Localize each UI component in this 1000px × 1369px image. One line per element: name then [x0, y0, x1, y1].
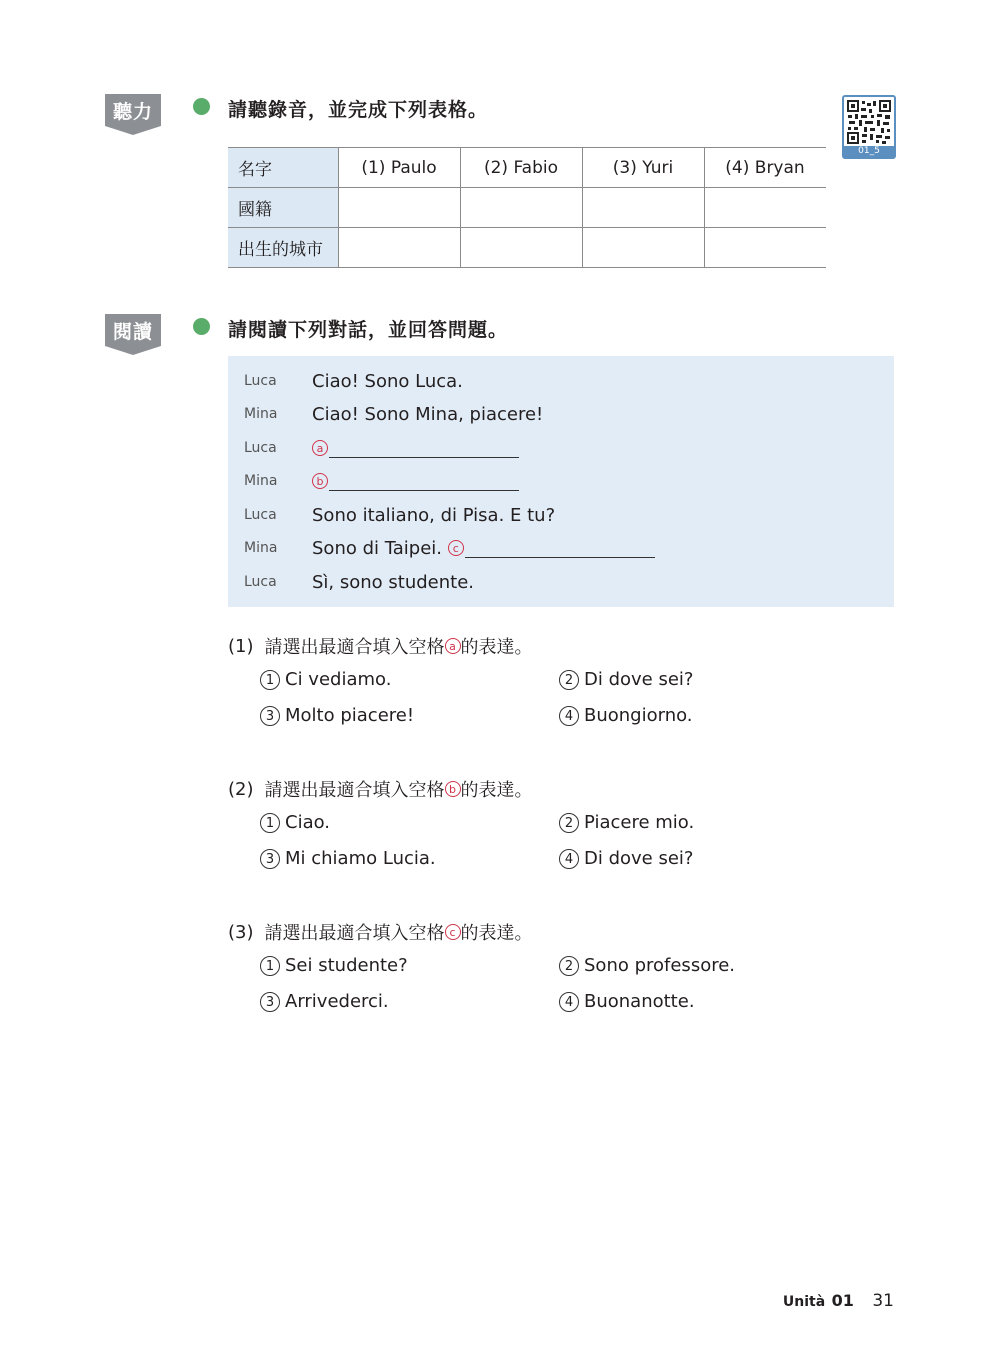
table-row	[228, 228, 826, 268]
table-row	[228, 188, 826, 228]
option[interactable]	[559, 848, 693, 869]
dialogue-panel	[228, 356, 894, 607]
blank-marker: c	[445, 924, 461, 940]
option-text: Buonanotte.	[584, 991, 695, 1012]
section-tag-label: 聽力	[105, 94, 161, 126]
speaker: Mina	[244, 473, 278, 489]
utterance	[312, 439, 519, 458]
answer-cell[interactable]	[704, 228, 826, 268]
speaker: Mina	[244, 540, 278, 556]
listening-table	[228, 147, 826, 268]
utterance	[312, 538, 655, 559]
option-text: Arrivederci.	[285, 991, 389, 1012]
question-text: 請選出最適合填入空格	[264, 637, 445, 658]
option-text: Molto piacere!	[285, 705, 415, 726]
answer-blank[interactable]	[465, 539, 655, 558]
question	[228, 633, 533, 659]
answer-cell[interactable]	[582, 228, 704, 268]
answer-cell[interactable]	[582, 188, 704, 228]
option[interactable]	[260, 669, 391, 690]
option-number: 1	[260, 956, 280, 976]
utterance: Ciao! Sono Mina, piacere!	[312, 403, 544, 425]
question-text: 的表達。	[460, 923, 533, 944]
listening-instruction: 請聽錄音，並完成下列表格。	[228, 99, 489, 121]
reading-instruction: 請閱讀下列對話，並回答問題。	[228, 319, 509, 341]
table-row	[228, 148, 826, 188]
answer-cell[interactable]	[704, 188, 826, 228]
option-text: Mi chiamo Lucia.	[285, 848, 436, 869]
speaker: Luca	[244, 440, 277, 456]
utterance-text: Sono di Taipei.	[312, 537, 448, 559]
answer-blank[interactable]	[329, 472, 519, 491]
answer-cell[interactable]	[460, 188, 582, 228]
option-text: Buongiorno.	[584, 705, 693, 726]
option-number: 3	[260, 706, 280, 726]
option-number: 4	[559, 849, 579, 869]
option-number: 4	[559, 706, 579, 726]
option-number: 2	[559, 813, 579, 833]
option-number: 1	[260, 813, 280, 833]
utterance: Sì, sono studente.	[312, 571, 475, 593]
question-text: 的表達。	[460, 637, 533, 658]
option-text: Sei studente?	[285, 955, 408, 976]
green-bullet-icon	[193, 98, 210, 115]
unit-label: Unità	[782, 1294, 826, 1310]
option-text: Di dove sei?	[584, 669, 694, 690]
question-number: (2)	[228, 778, 254, 800]
option[interactable]	[559, 955, 735, 976]
option[interactable]	[260, 812, 330, 833]
answer-blank[interactable]	[329, 439, 519, 458]
question-text: 請選出最適合填入空格	[264, 780, 445, 801]
option-number: 2	[559, 670, 579, 690]
speaker: Luca	[244, 373, 277, 389]
option-text: Piacere mio.	[584, 812, 695, 833]
section-tag-label: 閱讀	[105, 314, 161, 346]
qr-code[interactable]	[842, 95, 896, 159]
row-header: 國籍	[228, 188, 338, 228]
speaker: Luca	[244, 507, 277, 523]
column-header: (2) Fabio	[460, 148, 582, 188]
option[interactable]	[260, 991, 389, 1012]
unit-number: 01	[831, 1291, 854, 1310]
option-text: Di dove sei?	[584, 848, 694, 869]
option[interactable]	[559, 669, 693, 690]
blank-marker: a	[445, 638, 461, 654]
answer-cell[interactable]	[460, 228, 582, 268]
question	[228, 776, 533, 802]
option-number: 4	[559, 992, 579, 1012]
section-tag-listening	[105, 94, 161, 138]
utterance	[312, 472, 519, 491]
blank-marker-b: b	[312, 473, 328, 489]
question	[228, 919, 533, 945]
row-header: 名字	[228, 148, 338, 188]
option[interactable]	[559, 705, 693, 726]
qr-label: 01_5	[844, 146, 894, 157]
qr-code-icon	[847, 100, 891, 144]
option-number: 3	[260, 992, 280, 1012]
question-text: 的表達。	[460, 780, 533, 801]
section-tag-reading	[105, 314, 161, 358]
question-text: 請選出最適合填入空格	[264, 923, 445, 944]
option-number: 1	[260, 670, 280, 690]
option[interactable]	[260, 705, 414, 726]
column-header: (4) Bryan	[704, 148, 826, 188]
option-number: 3	[260, 849, 280, 869]
option-number: 2	[559, 956, 579, 976]
option-text: Sono professore.	[584, 955, 736, 976]
option-text: Ci vediamo.	[285, 669, 392, 690]
green-bullet-icon	[193, 318, 210, 335]
utterance: Ciao! Sono Luca.	[312, 370, 463, 392]
blank-marker: b	[445, 781, 461, 797]
question-number: (1)	[228, 635, 254, 657]
question-number: (3)	[228, 921, 254, 943]
speaker: Luca	[244, 574, 277, 590]
option[interactable]	[559, 812, 694, 833]
speaker: Mina	[244, 406, 278, 422]
column-header: (3) Yuri	[582, 148, 704, 188]
answer-cell[interactable]	[338, 228, 460, 268]
answer-cell[interactable]	[338, 188, 460, 228]
utterance: Sono italiano, di Pisa. E tu?	[312, 504, 556, 526]
option-text: Ciao.	[285, 812, 331, 833]
option[interactable]	[260, 955, 408, 976]
column-header: (1) Paulo	[338, 148, 460, 188]
page-footer	[783, 1291, 894, 1311]
option[interactable]	[559, 991, 695, 1012]
blank-marker-a: a	[312, 440, 328, 456]
page-number: 31	[872, 1291, 894, 1311]
blank-marker-c: c	[448, 540, 464, 556]
option[interactable]	[260, 848, 436, 869]
row-header: 出生的城市	[228, 228, 338, 268]
